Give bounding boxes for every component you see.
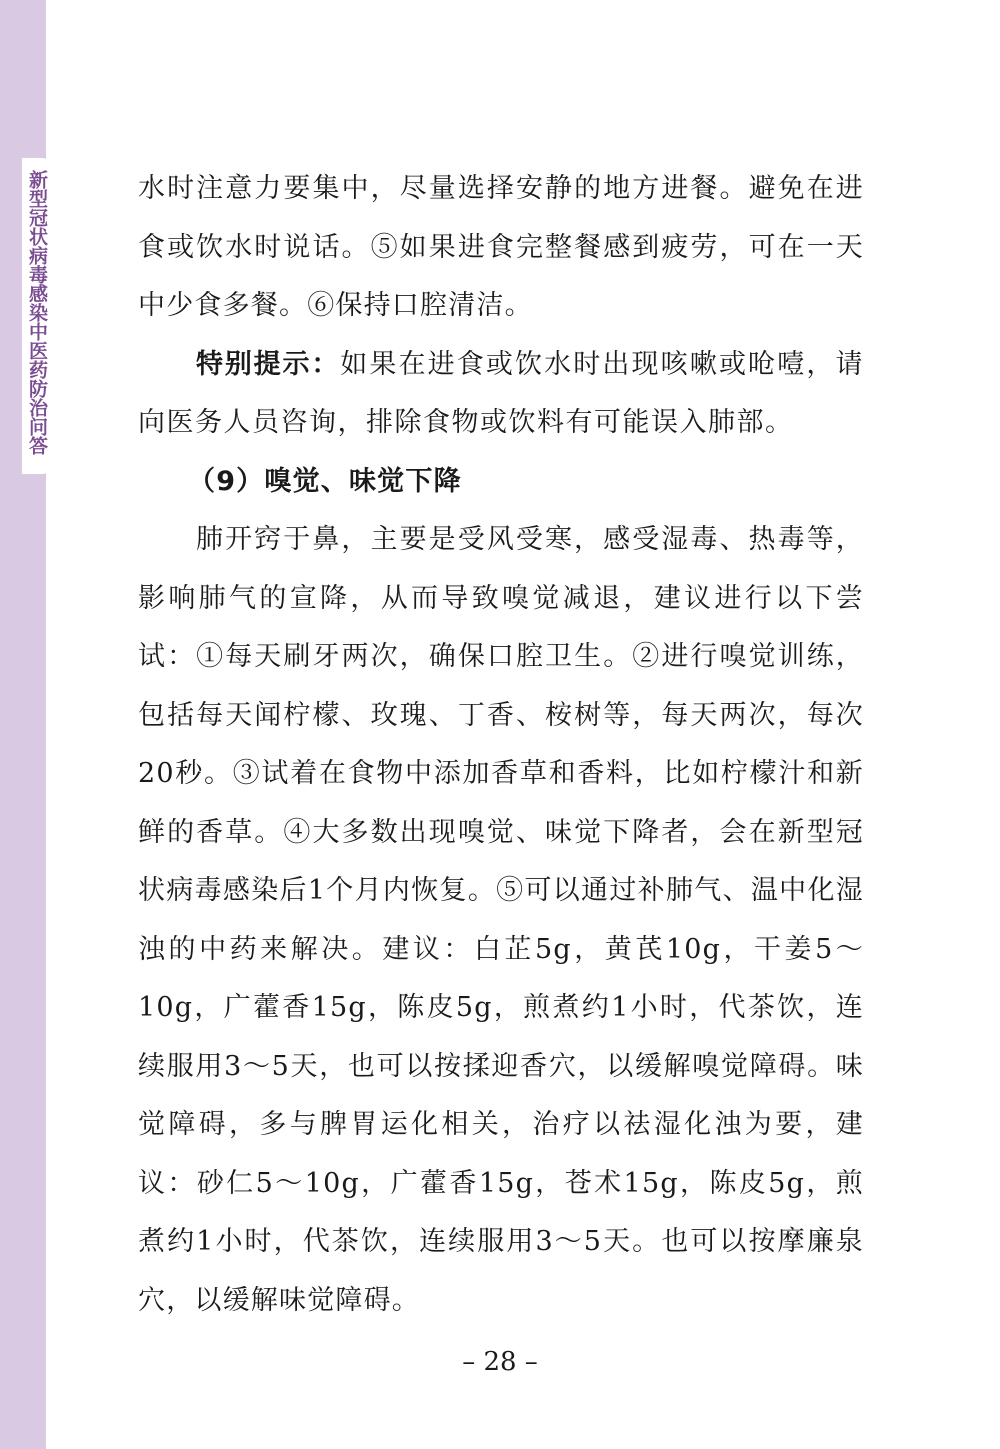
- section-heading: （9）嗅觉、味觉下降: [188, 465, 462, 497]
- special-tip: [138, 336, 864, 453]
- special-tip-label: 特别提示：: [196, 348, 341, 380]
- paragraph-continued: 水时注意力要集中，尽量选择安静的地方进餐。避免在进食或饮水时说话。⑤如果进食完整餐感到疲劳，可在一天中少食多餐。⑥保持口腔清洁。: [138, 173, 864, 321]
- page-number: – 28 –: [462, 1347, 538, 1377]
- page-body: [138, 160, 864, 1330]
- running-title: 新型冠状病毒感染中医药防治问答: [26, 170, 48, 455]
- paragraph-smell-taste: 肺开窍于鼻，主要是受风受寒，感受湿毒、热毒等，影响肺气的宣降，从而导致嗅觉减退，建议进行以下尝试：①每天刷牙两次，确保口腔卫生。②进行嗅觉训练，包括每天闻柠檬、玫瑰、丁香、桉树等，每天两次，每次20秒。③试着在食物中添加香草和香料，比如柠檬汁和新鲜的香草。④大多数出现嗅觉、味觉下降者，会在新型冠状病毒感染后1个月内恢复。⑤可以通过补肺气、温中化湿浊的中药来解决。建议：白芷5g，黄芪10g，干姜5～10g，广藿香15g，陈皮5g，煎煮约1小时，代茶饮，连续服用3～5天，也可以按揉迎香穴，以缓解嗅觉障碍。味觉障碍，多与脾胃运化相关，治疗以祛湿化浊为要，建议：砂仁5～10g，广藿香15g，苍术15g，陈皮5g，煎煮约1小时，代茶饮，连续服用3～5天。也可以按摩廉泉穴，以缓解味觉障碍。: [138, 524, 864, 1316]
- special-tip-text: 如果在进食或饮水时出现咳嗽或呛噎，请向医务人员咨询，排除食物或饮料有可能误入肺部。: [138, 348, 865, 438]
